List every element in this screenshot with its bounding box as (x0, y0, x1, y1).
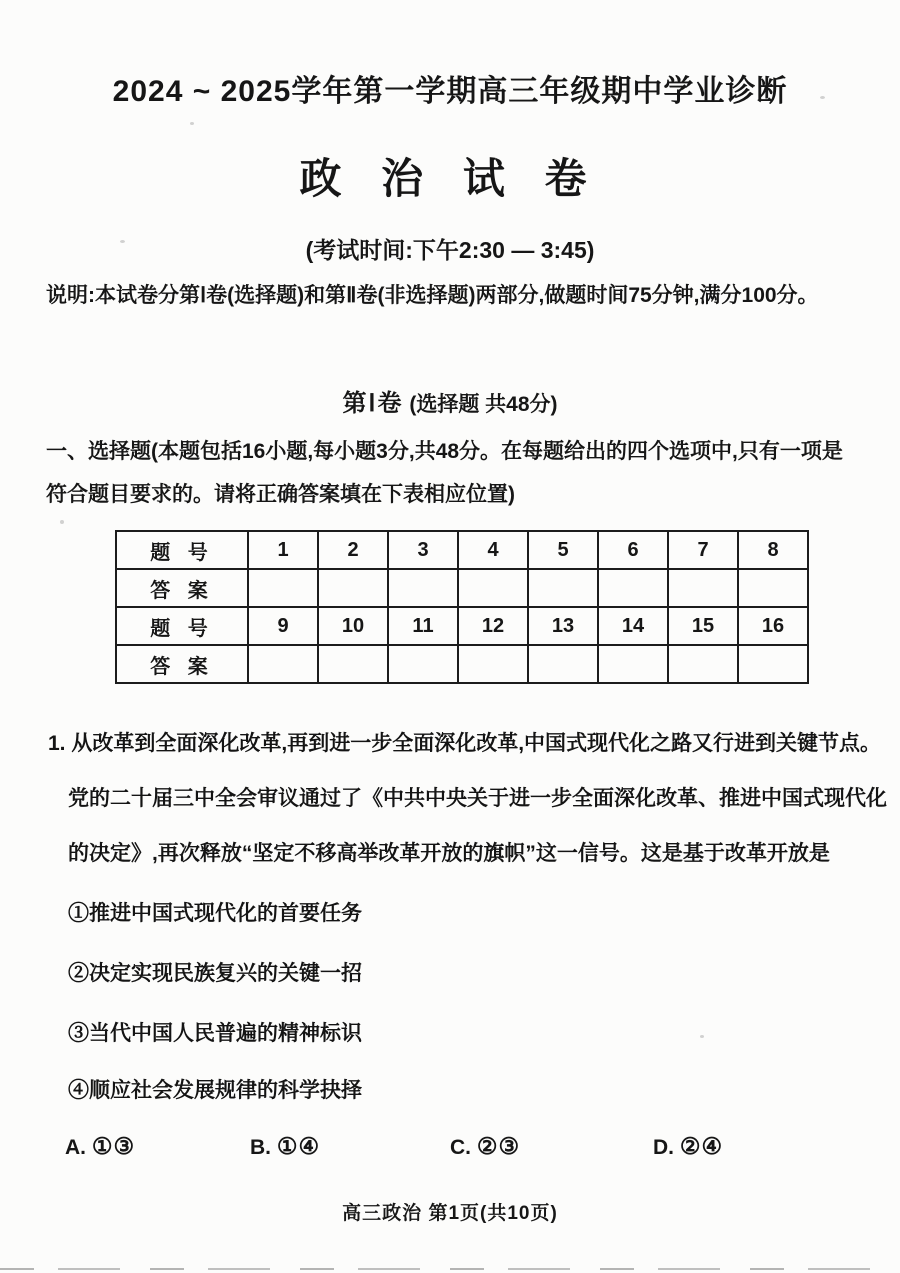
choice-d-label: D. (653, 1136, 674, 1159)
scan-speck (190, 122, 194, 125)
answer-cell (248, 569, 318, 607)
section1-volume: 第Ⅰ卷 (342, 390, 404, 417)
question-number-cell: 14 (598, 607, 668, 645)
scan-edge-artifact (0, 1268, 900, 1270)
answer-cell (598, 645, 668, 683)
choice-b (250, 1133, 320, 1160)
scan-speck (820, 96, 825, 99)
choice-b-label: B. (250, 1136, 271, 1159)
answer-cell (318, 645, 388, 683)
answer-cell (738, 569, 808, 607)
answer-cell (528, 645, 598, 683)
choice-d-value: ②④ (679, 1133, 724, 1159)
question-number-cell: 1 (248, 531, 318, 569)
choice-b-value: ①④ (276, 1133, 321, 1159)
paper-title: 政 治 试 卷 (299, 155, 601, 202)
section1-directions-line1: 一、选择题(本题包括16小题,每小题3分,共48分。在每题给出的四个选项中,只有一项是 (46, 440, 843, 463)
question1-line2: 党的二十届三中全会审议通过了《中共中央关于进一步全面深化改革、推进中国式现代化 (68, 787, 887, 810)
question-number-cell: 2 (318, 531, 388, 569)
row-label: 题 号 (116, 531, 248, 569)
page-footer: 高三政治 第1页(共10页) (342, 1203, 558, 1224)
scan-speck (700, 1035, 704, 1038)
section1-heading (0, 383, 900, 418)
answer-cell (528, 569, 598, 607)
section1-volume-note: (选择题 共48分) (409, 393, 558, 416)
question1-statement-2: ②决定实现民族复兴的关键一招 (68, 962, 362, 985)
question1-choices (0, 1133, 900, 1167)
question-number-cell: 15 (668, 607, 738, 645)
question1-number: 1. (48, 732, 66, 755)
question-number-cell: 6 (598, 531, 668, 569)
question1-statement-4: ④顺应社会发展规律的科学抉择 (68, 1079, 362, 1102)
answer-table (115, 530, 809, 684)
question1-text: 从改革到全面深化改革,再到进一步全面深化改革,中国式现代化之路又行进到关键节点。 (71, 732, 882, 755)
answer-cell (738, 645, 808, 683)
exam-instructions: 说明:本试卷分第Ⅰ卷(选择题)和第Ⅱ卷(非选择题)两部分,做题时间75分钟,满分100分。 (46, 284, 819, 307)
question-number-cell: 3 (388, 531, 458, 569)
row-label: 题 号 (116, 607, 248, 645)
answer-cell (388, 569, 458, 607)
choice-c (450, 1133, 520, 1160)
row-label: 答 案 (116, 569, 248, 607)
table-row (116, 569, 808, 607)
question-number-cell: 16 (738, 607, 808, 645)
question1-statement-1: ①推进中国式现代化的首要任务 (68, 902, 362, 925)
scan-speck (60, 520, 64, 524)
choice-a (65, 1133, 135, 1160)
question1-line1 (48, 727, 881, 757)
answer-cell (388, 645, 458, 683)
question-number-cell: 11 (388, 607, 458, 645)
table-row (116, 645, 808, 683)
question-number-cell: 8 (738, 531, 808, 569)
answer-cell (458, 645, 528, 683)
table-row (116, 607, 808, 645)
question-number-cell: 5 (528, 531, 598, 569)
exam-time: (考试时间:下午2:30 — 3:45) (305, 237, 595, 263)
question1-statement-3: ③当代中国人民普遍的精神标识 (68, 1022, 362, 1045)
choice-c-label: C. (450, 1136, 471, 1159)
question1-line3: 的决定》,再次释放“坚定不移高举改革开放的旗帜”这一信号。这是基于改革开放是 (68, 842, 830, 865)
choice-a-label: A. (65, 1136, 86, 1159)
question-number-cell: 12 (458, 607, 528, 645)
choice-d (653, 1133, 723, 1160)
answer-cell (598, 569, 668, 607)
scan-speck (120, 240, 125, 243)
question-number-cell: 13 (528, 607, 598, 645)
section1-directions-line2: 符合题目要求的。请将正确答案填在下表相应位置) (46, 483, 515, 506)
answer-cell (668, 569, 738, 607)
question-number-cell: 7 (668, 531, 738, 569)
answer-cell (458, 569, 528, 607)
answer-cell (318, 569, 388, 607)
row-label: 答 案 (116, 645, 248, 683)
question-number-cell: 4 (458, 531, 528, 569)
answer-cell (248, 645, 318, 683)
choice-c-value: ②③ (476, 1133, 521, 1159)
table-row (116, 531, 808, 569)
answer-cell (668, 645, 738, 683)
exam-header-title: 2024 ~ 2025学年第一学期高三年级期中学业诊断 (112, 75, 788, 108)
question-number-cell: 9 (248, 607, 318, 645)
question-number-cell: 10 (318, 607, 388, 645)
choice-a-value: ①③ (91, 1133, 136, 1159)
